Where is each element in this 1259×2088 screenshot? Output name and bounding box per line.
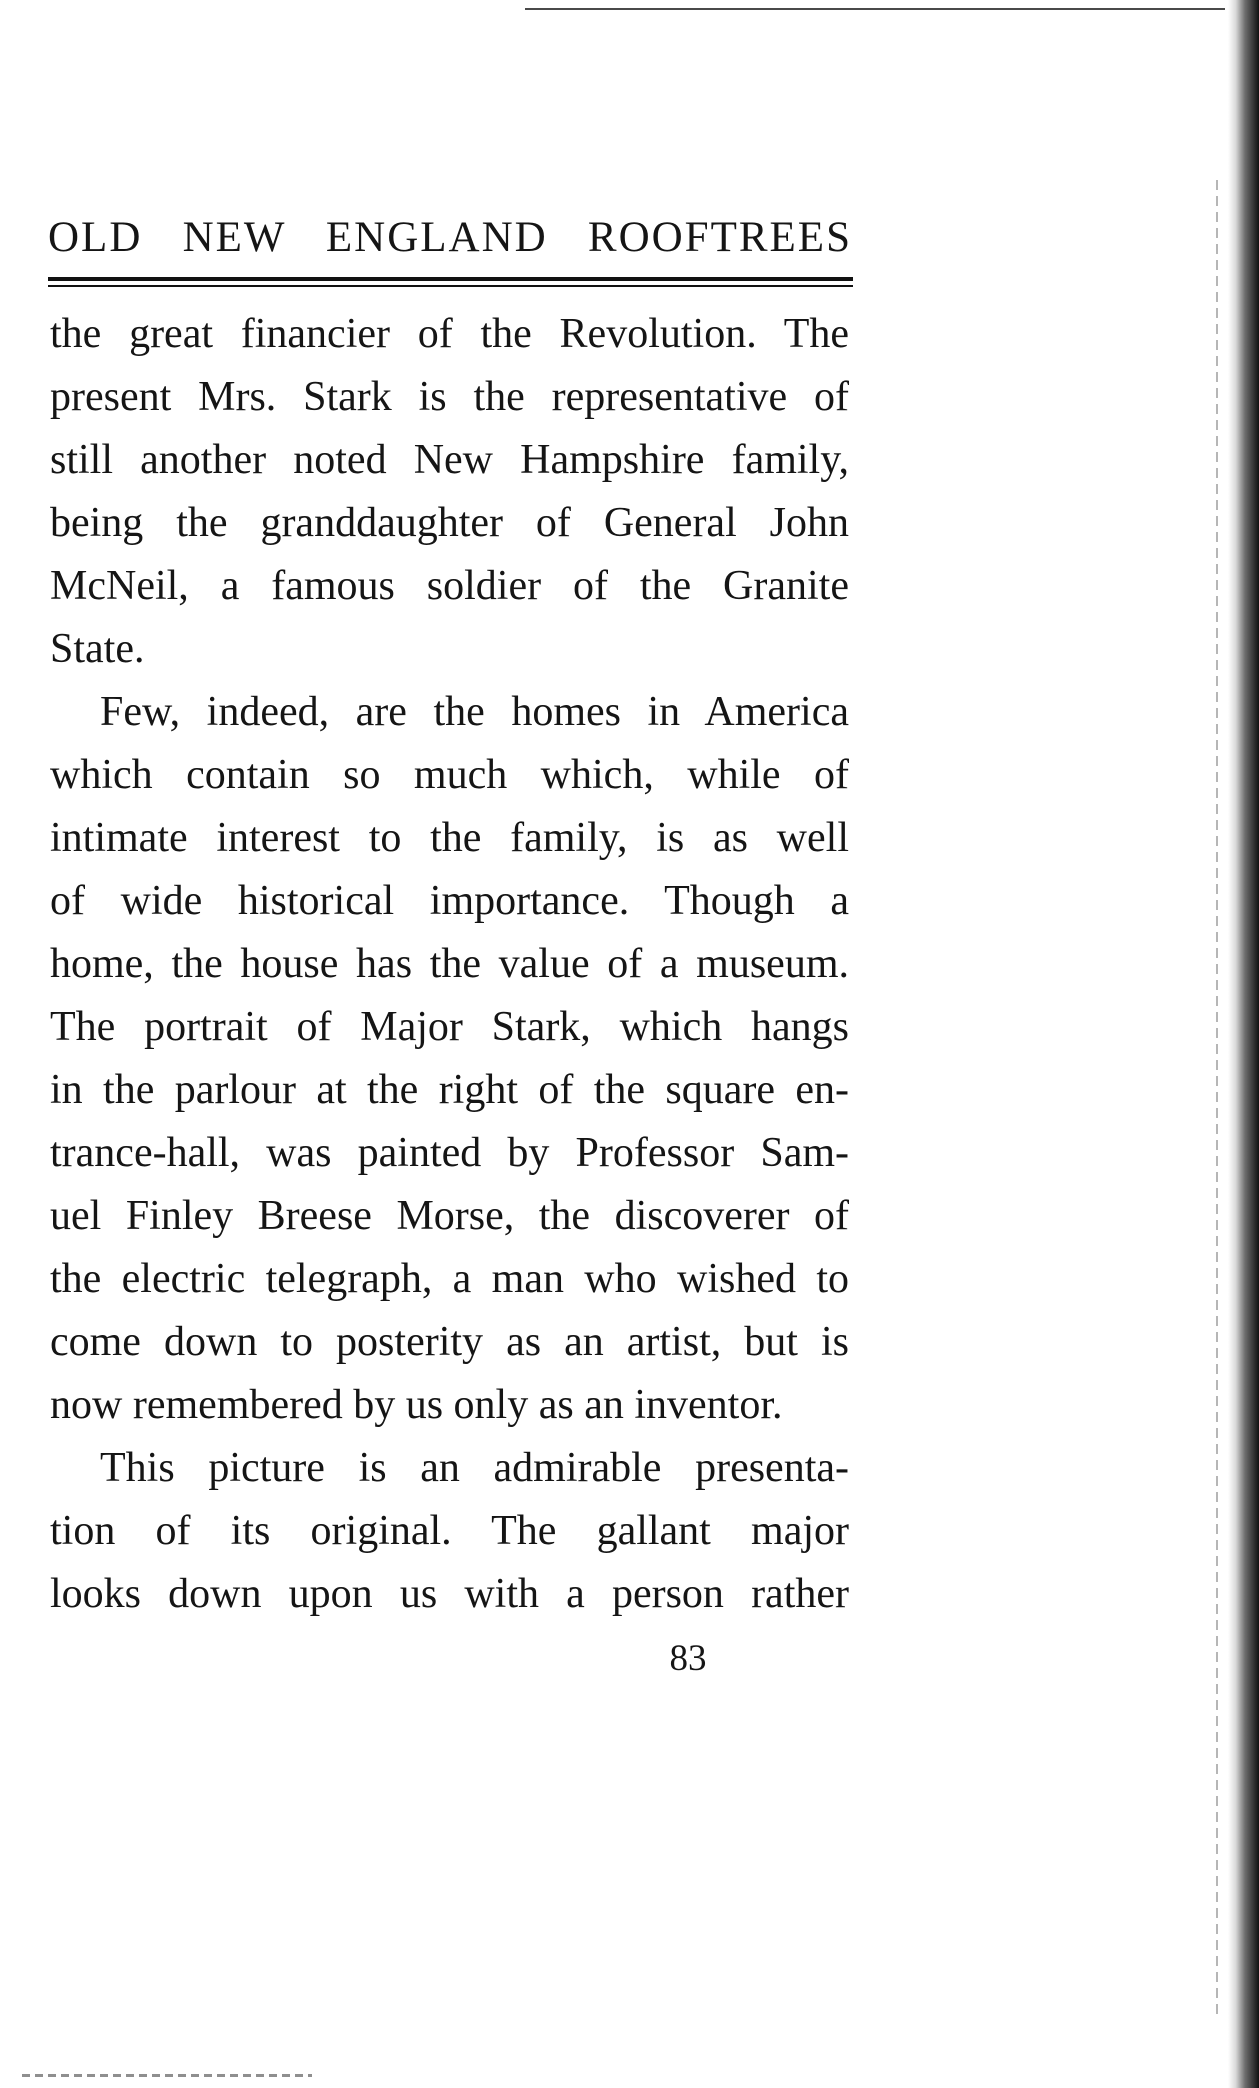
text-line: come down to posterity as an artist, but is <box>50 1319 849 1365</box>
paragraph-3 <box>50 1437 849 1626</box>
bottom-scan-mark <box>22 2074 312 2077</box>
top-edge-rule <box>525 8 1225 10</box>
paragraph-1 <box>50 303 849 681</box>
text-line: uel Finley Breese Morse, the discoverer of <box>50 1193 849 1239</box>
text-line: tion of its original. The gallant major <box>50 1508 849 1554</box>
book-spine-edge <box>1228 0 1259 2088</box>
text-line: the electric telegraph, a man who wished to <box>50 1256 849 1302</box>
spine-shadow-line <box>1216 180 1218 2020</box>
text-line: being the granddaughter of General John <box>50 500 849 546</box>
page-number: 83 <box>669 1638 707 1679</box>
text-line: home, the house has the value of a museum. <box>50 941 849 987</box>
paragraph-2 <box>50 681 849 1437</box>
text-line: now remembered by us only as an inventor. <box>50 1382 783 1428</box>
text-line: State. <box>50 626 145 672</box>
text-line: of wide historical importance. Though a <box>50 878 849 924</box>
text-line: Few, indeed, are the homes in America <box>100 689 849 735</box>
text-line: trance-hall, was painted by Professor Sam- <box>50 1130 849 1176</box>
text-line: in the parlour at the right of the square en- <box>50 1067 849 1113</box>
text-line: The portrait of Major Stark, which hangs <box>50 1004 849 1050</box>
text-line: which contain so much which, while of <box>50 752 849 798</box>
text-line: McNeil, a famous soldier of the Granite <box>50 563 849 609</box>
body-text <box>50 303 849 1626</box>
text-line: present Mrs. Stark is the representative of <box>50 374 849 420</box>
text-line: This picture is an admirable presenta- <box>100 1445 849 1491</box>
text-line: looks down upon us with a person rather <box>50 1571 849 1617</box>
text-line: still another noted New Hampshire family, <box>50 437 849 483</box>
running-head-double-rule <box>48 277 853 287</box>
text-line: intimate interest to the family, is as well <box>50 815 849 861</box>
running-head: OLD NEW ENGLAND ROOFTREES <box>48 214 852 261</box>
text-line: the great financier of the Revolution. The <box>50 311 849 357</box>
